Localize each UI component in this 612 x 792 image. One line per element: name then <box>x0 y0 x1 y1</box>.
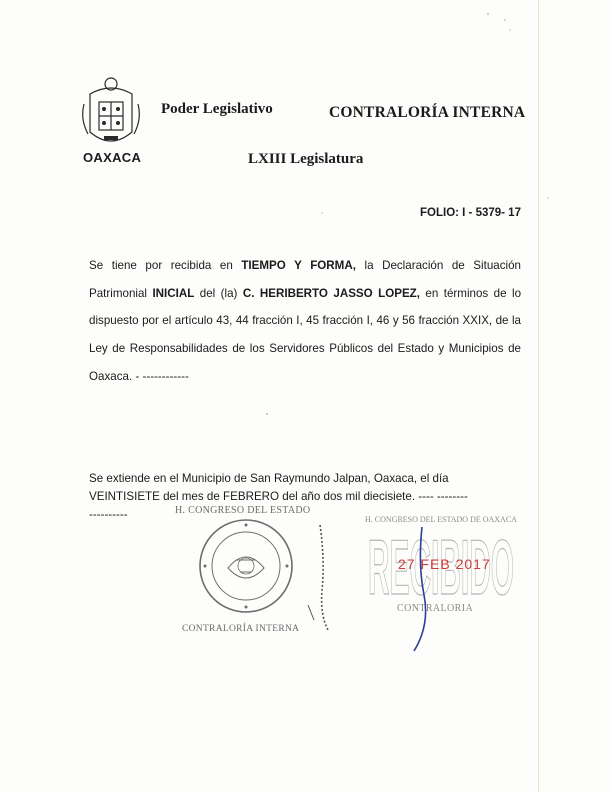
stamp-date: 27 FEB 2017 <box>398 556 491 572</box>
seal-bottom-label: CONTRALORÍA INTERNA <box>182 624 300 634</box>
legislature-title: LXIII Legislatura <box>248 151 364 167</box>
body-text-4: en términos de lo dispuesto por el artículo 43, 44 fracción I, 45 fracción I, 46 y 56 fracción XXIX, de la Ley de Responsabilidades de los Servidores Públicos del Estado y Municipios de Oaxaca. - ------------ <box>89 286 522 383</box>
body-bold-tiempo-forma: TIEMPO Y FORMA, <box>241 259 356 272</box>
congress-seal-stamp <box>196 516 296 616</box>
stamp-footer: CONTRALORIA <box>397 603 474 614</box>
svg-text:RECIBIDO: RECIBIDO <box>368 528 514 603</box>
body-text-1: Se tiene por recibida en <box>89 259 242 272</box>
stamp-header: H. CONGRESO DEL ESTADO DE OAXACA <box>365 515 517 524</box>
pen-mark <box>400 525 440 655</box>
page-edge-line <box>538 0 539 792</box>
signature-scribble <box>300 520 330 635</box>
oaxaca-coat-of-arms-logo <box>82 74 140 152</box>
body-bold-name: C. HERIBERTO JASSO LOPEZ, <box>242 286 420 300</box>
state-name: OAXACA <box>83 150 142 165</box>
closing-line-2: ---------- <box>89 508 128 521</box>
declaration-paragraph <box>89 252 521 391</box>
body-text-3: del (la) <box>194 286 243 300</box>
body-bold-inicial: INICIAL <box>152 286 195 300</box>
seal-top-label: H. CONGRESO DEL ESTADO <box>175 505 311 516</box>
folio-number: FOLIO: I - 5379- 17 <box>420 207 521 219</box>
branch-title: Poder Legislativo <box>161 101 273 117</box>
body-text-2: la Declaración de Situación Patrimonial <box>89 259 521 300</box>
closing-line-1: Se extiende en el Municipio de San Raymundo Jalpan, Oaxaca, el día VEINTISIETE del mes de FEBRERO del año dos mil diecisiete. ---- -------- <box>89 472 468 503</box>
office-title: CONTRALORÍA INTERNA <box>329 104 526 121</box>
